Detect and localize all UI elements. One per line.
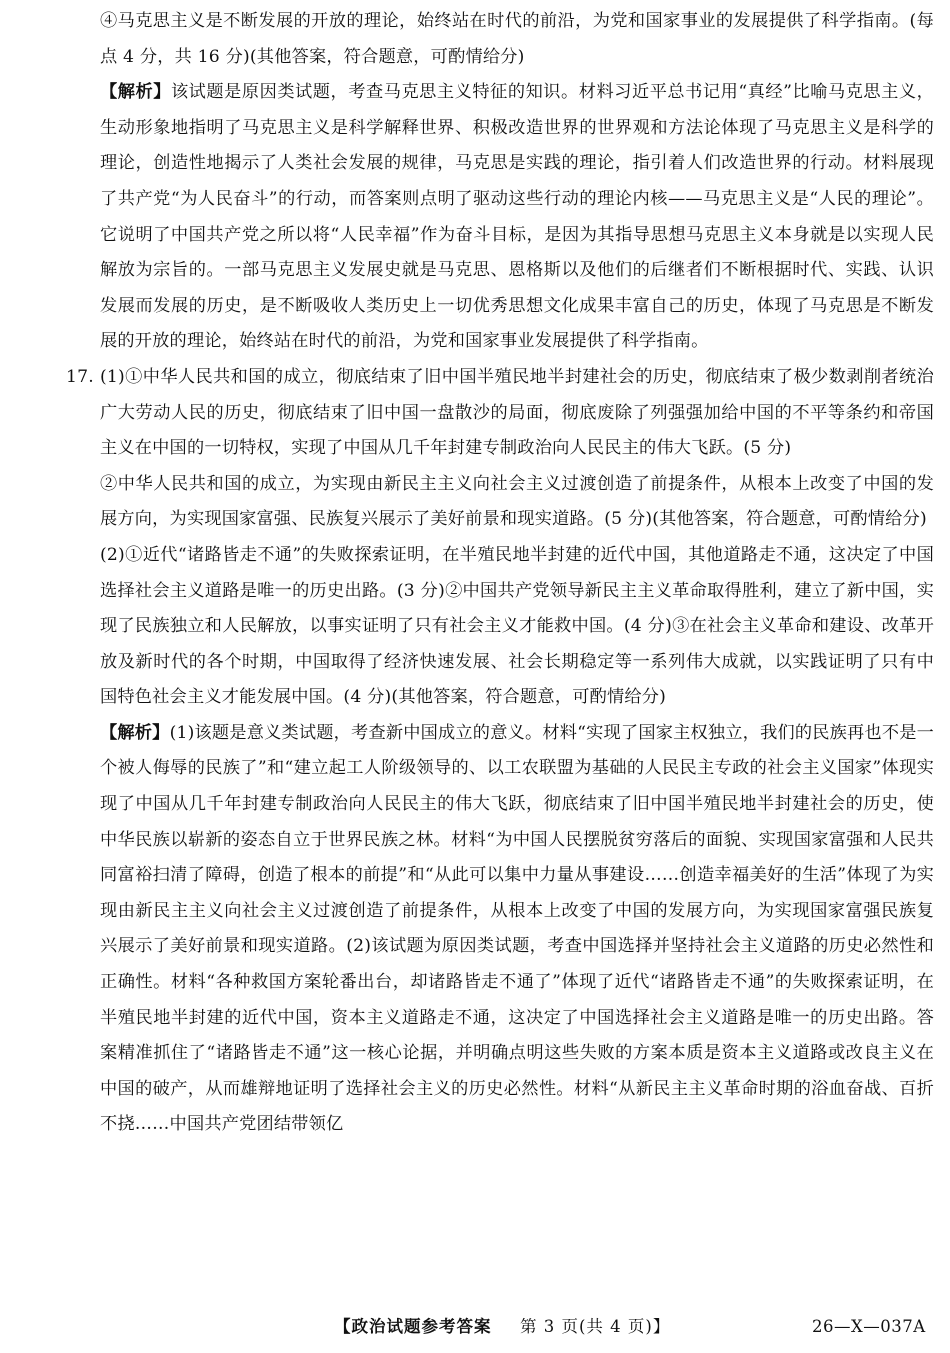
question-number: 17. bbox=[66, 366, 94, 387]
item17-part1-a: (1)①中华人民共和国的成立，彻底结束了旧中国半殖民地半封建社会的历史，彻底结束了极少数剥削者统治广大劳动人民的历史，彻底结束了旧中国一盘散沙的局面，彻底废除了列强强加给中国的不平等条约和帝国主义在中国的一切特权，实现了中国从几千年封建专制政治向人民民主的伟大飞跃。(5 分) bbox=[100, 366, 934, 459]
question-17 bbox=[66, 360, 934, 467]
item17-part2: (2)①近代“诸路皆走不通”的失败探索证明，在半殖民地半封建的近代中国，其他道路走不通，这决定了中国选择社会主义道路是唯一的历史出路。(3 分)②中国共产党领导新民主主义革命取得胜利，建立了新中国，实现了民族独立和人民解放，以事实证明了只有社会主义才能救中国。(4 分)③在社会主义革命和建设、改革开放及新时代的各个时期，中国取得了经济快速发展、社会长期稳定等一系列伟大成就，以实践证明了只有中国特色社会主义才能发展中国。(4 分)(其他答案，符合题意，可酌情给分) bbox=[100, 544, 934, 708]
item17-part1-b: ②中华人民共和国的成立，为实现由新民主主义向社会主义过渡创造了前提条件，从根本上改变了中国的发展方向，为实现国家富强、民族复兴展示了美好前景和现实道路。(5 分)(其他答案，符合题意，可酌情给分) bbox=[100, 473, 934, 530]
page-footer bbox=[0, 1312, 950, 1342]
footer-document-code: 26—X—037A bbox=[812, 1317, 926, 1336]
item16-answer-4: ④马克思主义是不断发展的开放的理论，始终站在时代的前沿，为党和国家事业的发展提供了科学指南。(每点 4 分，共 16 分)(其他答案，符合题意，可酌情给分) bbox=[100, 11, 934, 67]
footer-title: 【政治试题参考答案 bbox=[334, 1317, 492, 1336]
page-body bbox=[66, 4, 934, 1143]
footer-page-number: 第 3 页(共 4 页)】 bbox=[520, 1317, 671, 1336]
analysis-label: 【解析】 bbox=[100, 722, 170, 743]
analysis-label: 【解析】 bbox=[100, 82, 171, 103]
analysis-text: 该试题是原因类试题，考查马克思主义特征的知识。材料习近平总书记用“真经”比喻马克思主义，生动形象地指明了马克思主义是科学解释世界、积极改造世界的世界观和方法论体现了马克思主义是科学的理论，创造性地揭示了人类社会发展的规律，马克思是实践的理论，指引着人们改造世界的行动。材料展现了共产党“为人民奋斗”的行动，而答案则点明了驱动这些行动的理论内核——马克思主义是“人民的理论”。它说明了中国共产党之所以将“人民幸福”作为奋斗目标，是因为其指导思想马克思主义本身就是以实现人民解放为宗旨的。一部马克思主义发展史就是马克思、恩格斯以及他们的后继者们不断根据时代、实践、认识发展而发展的历史，是不断吸收人类历史上一切优秀思想文化成果丰富自己的历史，体现了马克思是不断发展的开放的理论，始终站在时代的前沿，为党和国家事业发展提供了科学指南。 bbox=[100, 82, 934, 352]
analysis-text: (1)该题是意义类试题，考查新中国成立的意义。材料“实现了国家主权独立，我们的民族再也不是一个被人侮辱的民族了”和“建立起工人阶级领导的、以工农联盟为基础的人民民主专政的社会主义国家”体现实现了中国从几千年封建专制政治向人民民主的伟大飞跃，彻底结束了旧中国半殖民地半封建社会的历史，使中华民族以崭新的姿态自立于世界民族之林。材料“为中国人民摆脱贫穷落后的面貌、实现国家富强和人民共同富裕扫清了障碍，创造了根本的前提”和“从此可以集中力量从事建设……创造幸福美好的生活”体现了为实现由新民主主义向社会主义过渡创造了前提条件，从根本上改变了中国的发展方向，为实现国家富强民族复兴展示了美好前景和现实道路。(2)该试题为原因类试题，考查中国选择并坚持社会主义道路的历史必然性和正确性。材料“各种救国方案轮番出台，却诸路皆走不通了”体现了近代“诸路皆走不通”的失败探索证明，在半殖民地半封建的近代中国，资本主义道路走不通，这决定了中国选择社会主义道路是唯一的历史出路。答案精准抓住了“诸路皆走不通”这一核心论据，并明确点明这些失败的方案本质是资本主义道路或改良主义在中国的破产，从而雄辩地证明了选择社会主义的历史必然性。材料“从新民主主义革命时期的浴血奋战、百折不挠……中国共产党团结带领亿 bbox=[100, 722, 934, 1135]
item16-analysis bbox=[100, 75, 934, 360]
item17-analysis bbox=[100, 716, 934, 1143]
